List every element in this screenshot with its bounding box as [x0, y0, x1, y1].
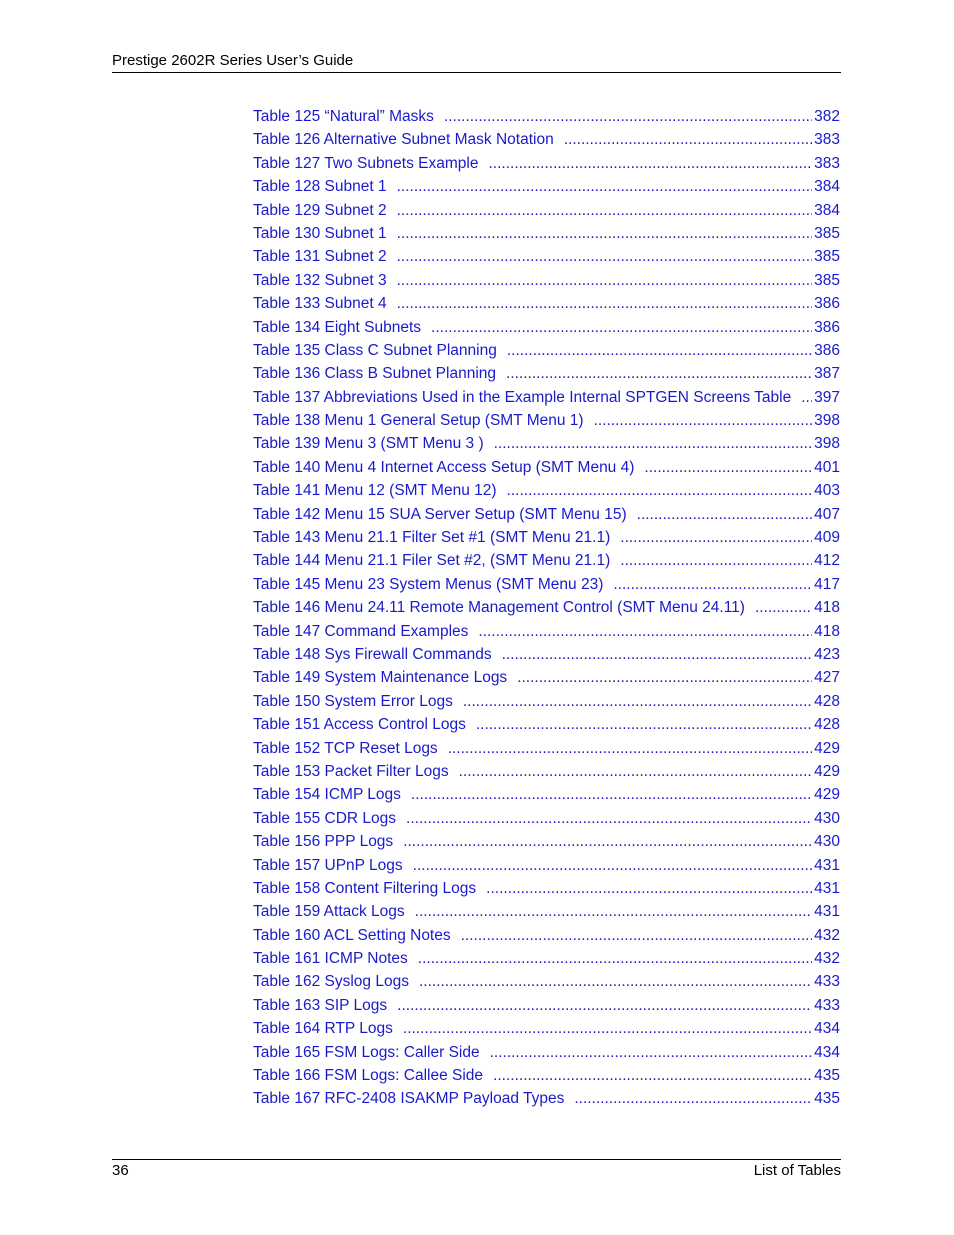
toc-entry-label: Table 142 Menu 15 SUA Server Setup (SMT Menu 15) [253, 505, 627, 523]
toc-entry-page: 386 [814, 341, 840, 359]
toc-entry-label: Table 164 RTP Logs [253, 1020, 393, 1038]
toc-entry-page: 412 [814, 552, 840, 570]
dot-leader [459, 760, 813, 783]
toc-entry-label: Table 133 Subnet 4 [253, 295, 387, 313]
dot-leader [419, 970, 812, 993]
toc-entry-page: 382 [814, 108, 840, 125]
toc-entry-link[interactable] [253, 620, 840, 643]
toc-entry-label: Table 134 Eight Subnets [253, 318, 422, 336]
dot-leader [397, 222, 813, 245]
dot-leader [620, 549, 812, 572]
toc-entry-page: 397 [814, 388, 840, 406]
toc-entry-link[interactable] [253, 970, 840, 993]
toc-entry-label: Table 163 SIP Logs [253, 996, 388, 1014]
toc-entry-label: Table 160 ACL Setting Notes [253, 926, 451, 944]
toc-entry-link[interactable] [253, 362, 840, 385]
toc-entry-label: Table 128 Subnet 1 [253, 178, 387, 196]
dot-leader [502, 643, 813, 666]
dot-leader [397, 245, 813, 268]
document-title: Prestige 2602R Series User’s Guide [112, 52, 354, 69]
dot-leader [397, 175, 813, 198]
dot-leader [801, 386, 812, 409]
toc-entry-label: Table 157 UPnP Logs [253, 856, 403, 874]
toc-entry-page: 432 [814, 926, 840, 944]
dot-leader [397, 994, 812, 1017]
toc-entry-label: Table 144 Menu 21.1 Filer Set #2, (SMT Menu 21.1) [253, 552, 611, 570]
toc-entry-link[interactable] [253, 386, 840, 409]
dot-leader [506, 362, 812, 385]
toc-entry-page: 431 [814, 903, 840, 921]
toc-entry-link[interactable] [253, 596, 840, 619]
toc-entry-label: Table 153 Packet Filter Logs [253, 762, 449, 780]
toc-entry-page: 427 [814, 669, 840, 687]
toc-entry-page: 431 [814, 879, 840, 897]
toc-entry-label: Table 138 Menu 1 General Setup (SMT Menu 1) [253, 412, 584, 430]
toc-entry-link[interactable] [253, 1064, 840, 1087]
toc-entry-label: Table 162 Syslog Logs [253, 973, 409, 991]
toc-entry-label: Table 136 Class B Subnet Planning [253, 365, 496, 383]
dot-leader [413, 854, 812, 877]
toc-entry-page: 386 [814, 295, 840, 313]
toc-entry-page: 407 [814, 505, 840, 523]
dot-leader [574, 1087, 812, 1110]
toc-entry-page: 383 [814, 154, 840, 172]
dot-leader [755, 596, 812, 619]
toc-entry-label: Table 147 Command Examples [253, 622, 469, 640]
dot-leader [507, 339, 812, 362]
toc-entry-page: 398 [814, 412, 840, 430]
dot-leader [644, 456, 812, 479]
toc-entry-link[interactable] [253, 1017, 840, 1040]
toc-entry-label: Table 151 Access Control Logs [253, 716, 466, 734]
toc-entry-link[interactable] [253, 409, 840, 432]
toc-entry-page: 435 [814, 1067, 840, 1085]
toc-entry-link[interactable] [253, 760, 840, 783]
toc-entry-label: Table 140 Menu 4 Internet Access Setup (SMT Menu 4) [253, 458, 635, 476]
dot-leader [406, 807, 812, 830]
toc-entry-page: 387 [814, 365, 840, 383]
toc-entry-link[interactable] [253, 222, 840, 245]
dot-leader [517, 666, 812, 689]
toc-entry-page: 423 [814, 645, 840, 663]
toc-entry-link[interactable] [253, 573, 840, 596]
dot-leader [476, 713, 812, 736]
toc-entry-link[interactable] [253, 1087, 840, 1110]
toc-entry-page: 417 [814, 575, 840, 593]
toc-entry-page: 428 [814, 692, 840, 710]
dot-leader [397, 199, 813, 222]
toc-entry-link[interactable] [253, 737, 840, 760]
toc-entry-link[interactable] [253, 994, 840, 1017]
toc-entry-label: Table 129 Subnet 2 [253, 201, 387, 219]
page-header [112, 50, 841, 73]
toc-entry-link[interactable] [253, 549, 840, 572]
toc-entry-label: Table 167 RFC-2408 ISAKMP Payload Types [253, 1090, 565, 1108]
toc-entry-link[interactable] [253, 292, 840, 315]
toc-entry-label: Table 139 Menu 3 (SMT Menu 3 ) [253, 435, 484, 453]
toc-entry-page: 418 [814, 622, 840, 640]
toc-entry-page: 432 [814, 950, 840, 968]
toc-entry-label: Table 130 Subnet 1 [253, 224, 387, 242]
toc-entry-link[interactable] [253, 105, 840, 128]
toc-entry-page: 435 [814, 1090, 840, 1108]
toc-entry-label: Table 135 Class C Subnet Planning [253, 341, 497, 359]
toc-entry-link[interactable] [253, 269, 840, 292]
toc-entry-label: Table 158 Content Filtering Logs [253, 879, 477, 897]
toc-entry-label: Table 165 FSM Logs: Caller Side [253, 1043, 480, 1061]
toc-entry-label: Table 126 Alternative Subnet Mask Notation [253, 131, 554, 149]
dot-leader [564, 128, 812, 151]
toc-entry-label: Table 152 TCP Reset Logs [253, 739, 438, 757]
dot-leader [403, 830, 812, 853]
toc-entry-link[interactable] [253, 339, 840, 362]
toc-entry-label: Table 156 PPP Logs [253, 833, 394, 851]
toc-entry-label: Table 159 Attack Logs [253, 903, 405, 921]
toc-entry-page: 428 [814, 716, 840, 734]
toc-entry-page: 430 [814, 833, 840, 851]
toc-entry-link[interactable] [253, 900, 840, 923]
toc-entry-label: Table 150 System Error Logs [253, 692, 453, 710]
dot-leader [490, 1041, 813, 1064]
dot-leader [613, 573, 812, 596]
toc-entry-page: 433 [814, 973, 840, 991]
toc-entry-page: 386 [814, 318, 840, 336]
toc-entry-label: Table 145 Menu 23 System Menus (SMT Menu 23) [253, 575, 604, 593]
toc-entry-page: 429 [814, 739, 840, 757]
toc-entry-link[interactable] [253, 807, 840, 830]
toc-entry-page: 401 [814, 458, 840, 476]
dot-leader [507, 479, 813, 502]
toc-entry-page: 430 [814, 809, 840, 827]
toc-entry-label: Table 146 Menu 24.11 Remote Management Control (SMT Menu 24.11) [253, 599, 745, 617]
toc-entry-label: Table 148 Sys Firewall Commands [253, 645, 492, 663]
toc-entry-page: 429 [814, 786, 840, 804]
toc-entry-label: Table 154 ICMP Logs [253, 786, 401, 804]
toc-entry-link[interactable] [253, 175, 840, 198]
toc-entry-link[interactable] [253, 643, 840, 666]
toc-entry-link[interactable] [253, 316, 840, 339]
dot-leader [411, 783, 812, 806]
toc-entry-link[interactable] [253, 456, 840, 479]
toc-entry-link[interactable] [253, 783, 840, 806]
dot-leader [431, 316, 812, 339]
dot-leader [486, 877, 812, 900]
page-number: 36 [112, 1162, 129, 1179]
toc-entry-page: 385 [814, 271, 840, 289]
toc-entry-page: 385 [814, 224, 840, 242]
dot-leader [478, 620, 812, 643]
dot-leader [637, 503, 812, 526]
toc-entry-link[interactable] [253, 152, 840, 175]
dot-leader [415, 900, 812, 923]
toc-entry-link[interactable] [253, 432, 840, 455]
toc-entry-link[interactable] [253, 479, 840, 502]
dot-leader [463, 690, 812, 713]
toc-entry-page: 384 [814, 201, 840, 219]
toc-entry-page: 403 [814, 482, 840, 500]
toc-entry-page: 434 [814, 1043, 840, 1061]
toc-entry-link[interactable] [253, 947, 840, 970]
dot-leader [494, 432, 813, 455]
toc-entry-label: Table 137 Abbreviations Used in the Example Internal SPTGEN Screens Table [253, 388, 792, 406]
toc-entry-page: 409 [814, 529, 840, 547]
dot-leader [418, 947, 812, 970]
toc-entry-link[interactable] [253, 854, 840, 877]
dot-leader [403, 1017, 812, 1040]
toc-entry-link[interactable] [253, 713, 840, 736]
toc-entry-page: 434 [814, 1020, 840, 1038]
toc-entry-page: 384 [814, 178, 840, 196]
toc-entry-page: 431 [814, 856, 840, 874]
toc-entry-page: 433 [814, 996, 840, 1014]
dot-leader [620, 526, 812, 549]
toc-entry-link[interactable] [253, 128, 840, 151]
toc-entry-label: Table 143 Menu 21.1 Filter Set #1 (SMT Menu 21.1) [253, 529, 611, 547]
toc-entry-page: 398 [814, 435, 840, 453]
dot-leader [461, 924, 813, 947]
toc-entry-link[interactable] [253, 526, 840, 549]
toc-entry-link[interactable] [253, 877, 840, 900]
dot-leader [397, 292, 813, 315]
toc-entry-page: 383 [814, 131, 840, 149]
dot-leader [594, 409, 813, 432]
toc-entry-page: 418 [814, 599, 840, 617]
toc-entry-link[interactable] [253, 690, 840, 713]
toc-entry-link[interactable] [253, 830, 840, 853]
toc-entry-link[interactable] [253, 924, 840, 947]
toc-entry-label: Table 132 Subnet 3 [253, 271, 387, 289]
toc-entry-link[interactable] [253, 199, 840, 222]
page-footer [112, 1159, 841, 1184]
section-name: List of Tables [753, 1162, 841, 1179]
toc-entry-link[interactable] [253, 503, 840, 526]
toc-entry-label: Table 125 “Natural” Masks [253, 108, 434, 125]
toc-entry-page: 429 [814, 762, 840, 780]
toc-entry-link[interactable] [253, 1041, 840, 1064]
toc-entry-label: Table 166 FSM Logs: Callee Side [253, 1067, 484, 1085]
toc-entry-label: Table 141 Menu 12 (SMT Menu 12) [253, 482, 497, 500]
toc-entry-label: Table 155 CDR Logs [253, 809, 397, 827]
list-of-tables [253, 105, 840, 1111]
toc-entry-label: Table 149 System Maintenance Logs [253, 669, 508, 687]
toc-entry-label: Table 161 ICMP Notes [253, 950, 408, 968]
dot-leader [397, 269, 813, 292]
toc-entry-label: Table 131 Subnet 2 [253, 248, 387, 266]
dot-leader [448, 737, 812, 760]
dot-leader [488, 152, 812, 175]
dot-leader [444, 105, 812, 128]
toc-entry-link[interactable] [253, 666, 840, 689]
toc-entry-label: Table 127 Two Subnets Example [253, 154, 479, 172]
toc-entry-link[interactable] [253, 245, 840, 268]
dot-leader [493, 1064, 812, 1087]
toc-entry-page: 385 [814, 248, 840, 266]
